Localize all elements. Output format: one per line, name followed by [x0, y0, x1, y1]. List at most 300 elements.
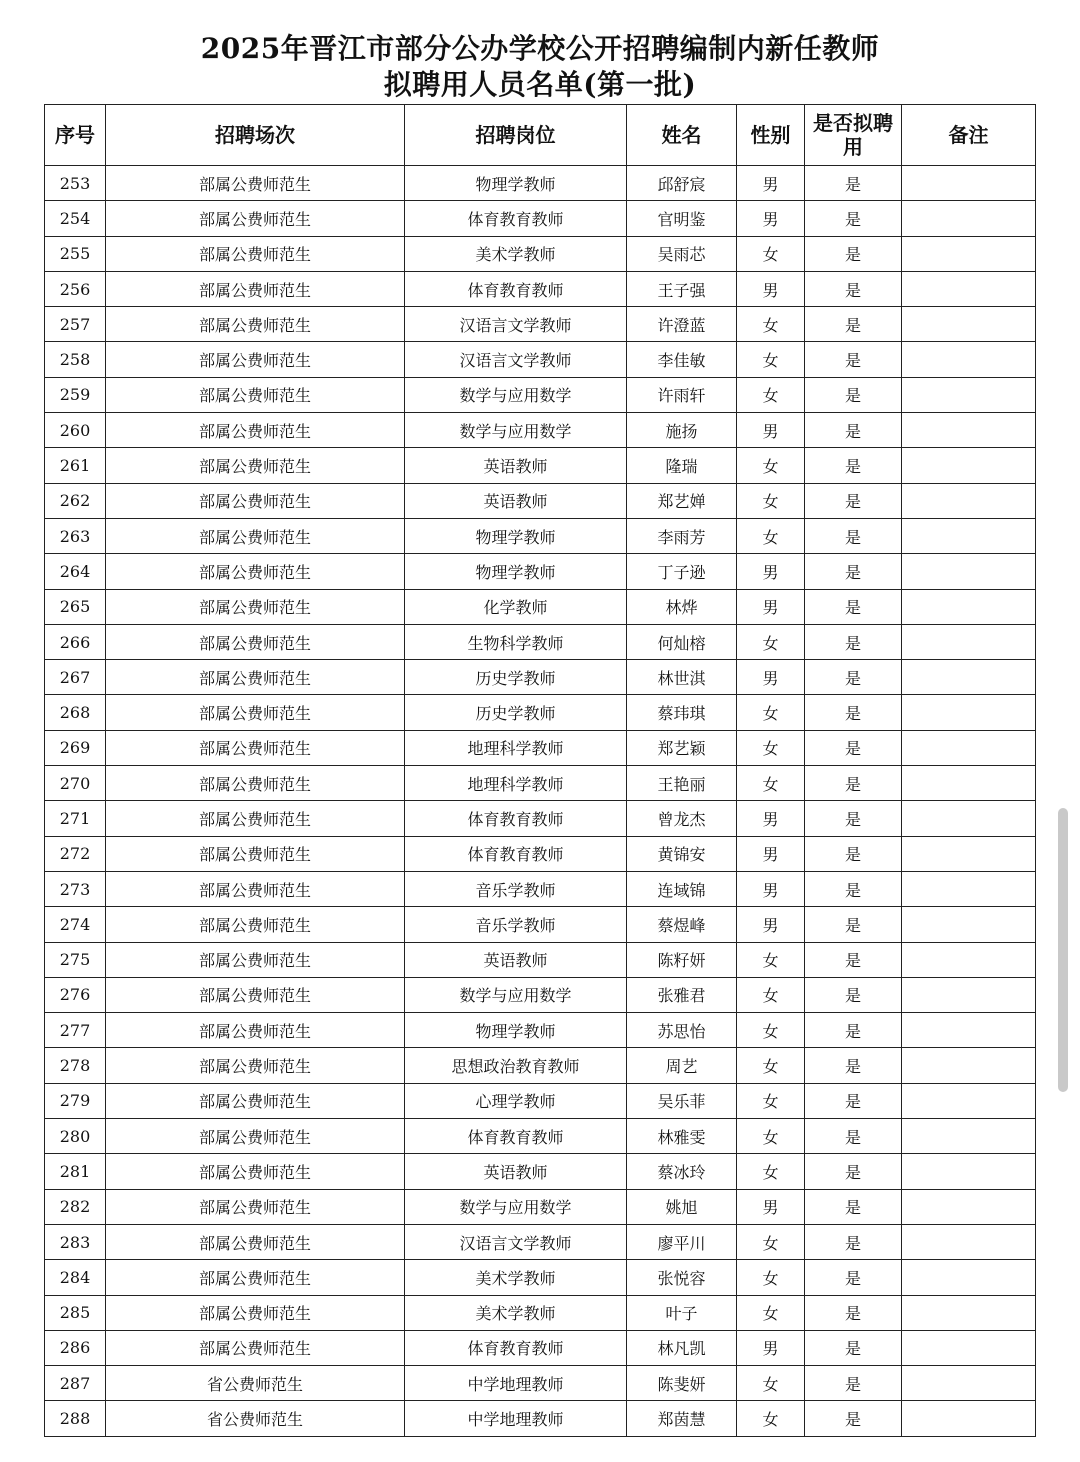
cell-session: 部属公费师范生	[106, 413, 405, 448]
table-row	[45, 377, 1036, 412]
cell-hired: 是	[805, 166, 902, 201]
cell-remarks	[902, 1154, 1036, 1189]
cell-gender: 男	[737, 554, 805, 589]
cell-gender: 女	[737, 1366, 805, 1401]
cell-position: 地理科学教师	[405, 766, 627, 801]
cell-session: 部属公费师范生	[106, 1154, 405, 1189]
cell-remarks	[902, 554, 1036, 589]
cell-index: 282	[45, 1189, 106, 1224]
cell-position: 美术学教师	[405, 1295, 627, 1330]
cell-position: 汉语言文学教师	[405, 307, 627, 342]
cell-index: 278	[45, 1048, 106, 1083]
cell-index: 286	[45, 1330, 106, 1365]
table-row	[45, 1013, 1036, 1048]
cell-session: 部属公费师范生	[106, 695, 405, 730]
cell-session: 部属公费师范生	[106, 377, 405, 412]
cell-gender: 女	[737, 1224, 805, 1259]
table-row	[45, 589, 1036, 624]
cell-hired: 是	[805, 236, 902, 271]
cell-name: 吴雨芯	[627, 236, 737, 271]
cell-session: 省公费师范生	[106, 1366, 405, 1401]
cell-index: 281	[45, 1154, 106, 1189]
cell-gender: 女	[737, 730, 805, 765]
cell-index: 260	[45, 413, 106, 448]
cell-remarks	[902, 730, 1036, 765]
cell-name: 丁子逊	[627, 554, 737, 589]
table-row	[45, 1189, 1036, 1224]
cell-position: 历史学教师	[405, 695, 627, 730]
cell-gender: 女	[737, 483, 805, 518]
table-row	[45, 166, 1036, 201]
cell-remarks	[902, 342, 1036, 377]
cell-hired: 是	[805, 201, 902, 236]
cell-hired: 是	[805, 1154, 902, 1189]
table-row	[45, 660, 1036, 695]
cell-name: 隆瑞	[627, 448, 737, 483]
cell-remarks	[902, 660, 1036, 695]
cell-hired: 是	[805, 730, 902, 765]
cell-gender: 女	[737, 518, 805, 553]
cell-gender: 女	[737, 1013, 805, 1048]
table-row	[45, 448, 1036, 483]
cell-position: 英语教师	[405, 483, 627, 518]
cell-position: 音乐学教师	[405, 871, 627, 906]
cell-remarks	[902, 942, 1036, 977]
cell-session: 部属公费师范生	[106, 1330, 405, 1365]
cell-session: 部属公费师范生	[106, 836, 405, 871]
cell-name: 邱舒宸	[627, 166, 737, 201]
cell-name: 蔡玮琪	[627, 695, 737, 730]
table-row	[45, 695, 1036, 730]
cell-position: 体育教育教师	[405, 801, 627, 836]
cell-remarks	[902, 1224, 1036, 1259]
cell-index: 279	[45, 1083, 106, 1118]
cell-name: 王艳丽	[627, 766, 737, 801]
cell-hired: 是	[805, 977, 902, 1012]
cell-session: 部属公费师范生	[106, 236, 405, 271]
table-row	[45, 236, 1036, 271]
cell-index: 274	[45, 907, 106, 942]
table-row	[45, 1260, 1036, 1295]
cell-gender: 男	[737, 1330, 805, 1365]
cell-remarks	[902, 977, 1036, 1012]
header-session: 招聘场次	[106, 105, 405, 166]
cell-remarks	[902, 624, 1036, 659]
cell-hired: 是	[805, 1224, 902, 1259]
cell-name: 官明鉴	[627, 201, 737, 236]
cell-gender: 女	[737, 1154, 805, 1189]
cell-gender: 女	[737, 1260, 805, 1295]
table-row	[45, 1119, 1036, 1154]
cell-position: 体育教育教师	[405, 271, 627, 306]
cell-position: 物理学教师	[405, 554, 627, 589]
cell-name: 廖平川	[627, 1224, 737, 1259]
cell-position: 中学地理教师	[405, 1401, 627, 1436]
cell-position: 音乐学教师	[405, 907, 627, 942]
cell-name: 蔡煜峰	[627, 907, 737, 942]
cell-gender: 女	[737, 977, 805, 1012]
cell-session: 部属公费师范生	[106, 801, 405, 836]
table-row	[45, 1048, 1036, 1083]
cell-session: 部属公费师范生	[106, 1048, 405, 1083]
cell-hired: 是	[805, 1260, 902, 1295]
cell-index: 272	[45, 836, 106, 871]
table-row	[45, 342, 1036, 377]
cell-index: 256	[45, 271, 106, 306]
cell-session: 部属公费师范生	[106, 307, 405, 342]
header-remarks: 备注	[902, 105, 1036, 166]
table-row	[45, 1154, 1036, 1189]
cell-remarks	[902, 1366, 1036, 1401]
cell-name: 王子强	[627, 271, 737, 306]
cell-index: 285	[45, 1295, 106, 1330]
cell-position: 物理学教师	[405, 518, 627, 553]
cell-session: 部属公费师范生	[106, 730, 405, 765]
cell-name: 吴乐菲	[627, 1083, 737, 1118]
table-header-row	[45, 105, 1036, 166]
cell-session: 省公费师范生	[106, 1401, 405, 1436]
table-row	[45, 907, 1036, 942]
cell-name: 林凡凯	[627, 1330, 737, 1365]
cell-gender: 女	[737, 307, 805, 342]
table-body	[45, 166, 1036, 1437]
cell-hired: 是	[805, 1083, 902, 1118]
cell-remarks	[902, 801, 1036, 836]
cell-gender: 女	[737, 942, 805, 977]
cell-name: 陈籽妍	[627, 942, 737, 977]
cell-position: 数学与应用数学	[405, 977, 627, 1012]
cell-gender: 男	[737, 1189, 805, 1224]
cell-remarks	[902, 518, 1036, 553]
cell-session: 部属公费师范生	[106, 271, 405, 306]
header-position: 招聘岗位	[405, 105, 627, 166]
cell-index: 284	[45, 1260, 106, 1295]
cell-position: 英语教师	[405, 942, 627, 977]
cell-remarks	[902, 871, 1036, 906]
cell-hired: 是	[805, 942, 902, 977]
cell-index: 259	[45, 377, 106, 412]
cell-hired: 是	[805, 589, 902, 624]
cell-gender: 女	[737, 695, 805, 730]
cell-remarks	[902, 695, 1036, 730]
cell-name: 许雨轩	[627, 377, 737, 412]
cell-gender: 男	[737, 801, 805, 836]
header-gender: 性别	[737, 105, 805, 166]
cell-index: 253	[45, 166, 106, 201]
cell-remarks	[902, 1260, 1036, 1295]
cell-session: 部属公费师范生	[106, 1083, 405, 1118]
cell-gender: 女	[737, 1048, 805, 1083]
cell-gender: 女	[737, 342, 805, 377]
cell-session: 部属公费师范生	[106, 660, 405, 695]
cell-session: 部属公费师范生	[106, 871, 405, 906]
cell-name: 张悦容	[627, 1260, 737, 1295]
cell-index: 270	[45, 766, 106, 801]
cell-index: 262	[45, 483, 106, 518]
cell-name: 姚旭	[627, 1189, 737, 1224]
cell-gender: 男	[737, 660, 805, 695]
cell-session: 部属公费师范生	[106, 166, 405, 201]
table-row	[45, 201, 1036, 236]
cell-index: 271	[45, 801, 106, 836]
cell-position: 体育教育教师	[405, 1330, 627, 1365]
cell-session: 部属公费师范生	[106, 1189, 405, 1224]
cell-name: 何灿榕	[627, 624, 737, 659]
cell-hired: 是	[805, 1330, 902, 1365]
cell-position: 美术学教师	[405, 1260, 627, 1295]
table-row	[45, 1366, 1036, 1401]
cell-position: 数学与应用数学	[405, 377, 627, 412]
cell-name: 周艺	[627, 1048, 737, 1083]
cell-position: 化学教师	[405, 589, 627, 624]
cell-hired: 是	[805, 1119, 902, 1154]
cell-gender: 女	[737, 1119, 805, 1154]
cell-hired: 是	[805, 377, 902, 412]
cell-position: 美术学教师	[405, 236, 627, 271]
cell-index: 283	[45, 1224, 106, 1259]
cell-index: 280	[45, 1119, 106, 1154]
cell-remarks	[902, 413, 1036, 448]
cell-hired: 是	[805, 448, 902, 483]
cell-position: 汉语言文学教师	[405, 342, 627, 377]
document-title-line-2: 拟聘用人员名单(第一批)	[383, 68, 697, 101]
cell-hired: 是	[805, 483, 902, 518]
cell-name: 蔡冰玲	[627, 1154, 737, 1189]
cell-session: 部属公费师范生	[106, 1119, 405, 1154]
table-row	[45, 730, 1036, 765]
header-name: 姓名	[627, 105, 737, 166]
cell-session: 部属公费师范生	[106, 448, 405, 483]
document-title-line-1: 2025年晋江市部分公办学校公开招聘编制内新任教师	[200, 32, 880, 65]
cell-index: 267	[45, 660, 106, 695]
cell-hired: 是	[805, 766, 902, 801]
table-row	[45, 871, 1036, 906]
cell-gender: 男	[737, 166, 805, 201]
cell-name: 叶子	[627, 1295, 737, 1330]
cell-index: 254	[45, 201, 106, 236]
cell-remarks	[902, 1048, 1036, 1083]
cell-position: 英语教师	[405, 448, 627, 483]
cell-index: 269	[45, 730, 106, 765]
table-row	[45, 1083, 1036, 1118]
cell-gender: 男	[737, 836, 805, 871]
cell-position: 思想政治教育教师	[405, 1048, 627, 1083]
header-index: 序号	[45, 105, 106, 166]
table-row	[45, 1401, 1036, 1436]
table-row	[45, 836, 1036, 871]
cell-remarks	[902, 1119, 1036, 1154]
cell-gender: 男	[737, 271, 805, 306]
cell-session: 部属公费师范生	[106, 483, 405, 518]
cell-gender: 女	[737, 766, 805, 801]
cell-gender: 女	[737, 1083, 805, 1118]
cell-remarks	[902, 766, 1036, 801]
cell-hired: 是	[805, 1048, 902, 1083]
cell-session: 部属公费师范生	[106, 1295, 405, 1330]
cell-index: 276	[45, 977, 106, 1012]
cell-hired: 是	[805, 836, 902, 871]
cell-gender: 女	[737, 448, 805, 483]
cell-session: 部属公费师范生	[106, 518, 405, 553]
cell-remarks	[902, 1013, 1036, 1048]
cell-position: 历史学教师	[405, 660, 627, 695]
cell-hired: 是	[805, 1401, 902, 1436]
cell-name: 郑艺颖	[627, 730, 737, 765]
table-row	[45, 271, 1036, 306]
table-row	[45, 801, 1036, 836]
cell-index: 264	[45, 554, 106, 589]
cell-name: 林雅雯	[627, 1119, 737, 1154]
cell-index: 273	[45, 871, 106, 906]
cell-position: 汉语言文学教师	[405, 1224, 627, 1259]
vertical-scrollbar[interactable]	[1058, 808, 1068, 1092]
cell-session: 部属公费师范生	[106, 589, 405, 624]
cell-position: 英语教师	[405, 1154, 627, 1189]
table-row	[45, 766, 1036, 801]
cell-gender: 女	[737, 1295, 805, 1330]
cell-gender: 女	[737, 1401, 805, 1436]
cell-position: 体育教育教师	[405, 836, 627, 871]
cell-remarks	[902, 483, 1036, 518]
cell-remarks	[902, 307, 1036, 342]
cell-session: 部属公费师范生	[106, 907, 405, 942]
cell-gender: 男	[737, 589, 805, 624]
cell-hired: 是	[805, 1189, 902, 1224]
cell-position: 数学与应用数学	[405, 1189, 627, 1224]
cell-position: 生物科学教师	[405, 624, 627, 659]
table-row	[45, 1295, 1036, 1330]
cell-gender: 女	[737, 377, 805, 412]
table-row	[45, 518, 1036, 553]
cell-name: 连域锦	[627, 871, 737, 906]
cell-position: 中学地理教师	[405, 1366, 627, 1401]
hiring-list-table	[44, 104, 1036, 1437]
table-row	[45, 977, 1036, 1012]
cell-gender: 女	[737, 236, 805, 271]
cell-remarks	[902, 1083, 1036, 1118]
cell-session: 部属公费师范生	[106, 624, 405, 659]
cell-hired: 是	[805, 413, 902, 448]
cell-position: 数学与应用数学	[405, 413, 627, 448]
cell-index: 258	[45, 342, 106, 377]
cell-remarks	[902, 236, 1036, 271]
cell-hired: 是	[805, 554, 902, 589]
cell-remarks	[902, 377, 1036, 412]
cell-gender: 男	[737, 413, 805, 448]
cell-session: 部属公费师范生	[106, 1260, 405, 1295]
cell-hired: 是	[805, 342, 902, 377]
table-row	[45, 942, 1036, 977]
cell-hired: 是	[805, 1013, 902, 1048]
cell-gender: 男	[737, 907, 805, 942]
cell-index: 268	[45, 695, 106, 730]
cell-index: 261	[45, 448, 106, 483]
cell-position: 物理学教师	[405, 1013, 627, 1048]
cell-position: 体育教育教师	[405, 1119, 627, 1154]
table-row	[45, 1224, 1036, 1259]
cell-index: 265	[45, 589, 106, 624]
cell-name: 郑艺婵	[627, 483, 737, 518]
cell-remarks	[902, 1330, 1036, 1365]
cell-name: 林世淇	[627, 660, 737, 695]
cell-gender: 男	[737, 201, 805, 236]
cell-remarks	[902, 201, 1036, 236]
cell-hired: 是	[805, 624, 902, 659]
cell-session: 部属公费师范生	[106, 942, 405, 977]
cell-session: 部属公费师范生	[106, 1013, 405, 1048]
cell-gender: 男	[737, 871, 805, 906]
cell-session: 部属公费师范生	[106, 766, 405, 801]
cell-session: 部属公费师范生	[106, 201, 405, 236]
cell-index: 287	[45, 1366, 106, 1401]
cell-hired: 是	[805, 695, 902, 730]
table-row	[45, 483, 1036, 518]
cell-session: 部属公费师范生	[106, 977, 405, 1012]
cell-hired: 是	[805, 307, 902, 342]
cell-index: 288	[45, 1401, 106, 1436]
cell-index: 275	[45, 942, 106, 977]
cell-name: 李佳敏	[627, 342, 737, 377]
table-row	[45, 1330, 1036, 1365]
cell-session: 部属公费师范生	[106, 1224, 405, 1259]
cell-remarks	[902, 271, 1036, 306]
table-row	[45, 624, 1036, 659]
cell-hired: 是	[805, 1366, 902, 1401]
cell-remarks	[902, 589, 1036, 624]
cell-position: 物理学教师	[405, 166, 627, 201]
cell-position: 心理学教师	[405, 1083, 627, 1118]
cell-name: 许澄蓝	[627, 307, 737, 342]
cell-hired: 是	[805, 801, 902, 836]
header-hired: 是否拟聘用	[805, 105, 902, 166]
cell-session: 部属公费师范生	[106, 342, 405, 377]
cell-hired: 是	[805, 271, 902, 306]
table-row	[45, 554, 1036, 589]
cell-remarks	[902, 1401, 1036, 1436]
cell-position: 体育教育教师	[405, 201, 627, 236]
cell-hired: 是	[805, 871, 902, 906]
cell-name: 施扬	[627, 413, 737, 448]
cell-name: 郑茵慧	[627, 1401, 737, 1436]
table-row	[45, 307, 1036, 342]
cell-session: 部属公费师范生	[106, 554, 405, 589]
cell-remarks	[902, 448, 1036, 483]
cell-position: 地理科学教师	[405, 730, 627, 765]
cell-name: 李雨芳	[627, 518, 737, 553]
cell-remarks	[902, 166, 1036, 201]
cell-name: 苏思怡	[627, 1013, 737, 1048]
cell-hired: 是	[805, 907, 902, 942]
cell-remarks	[902, 1189, 1036, 1224]
cell-hired: 是	[805, 1295, 902, 1330]
cell-hired: 是	[805, 518, 902, 553]
cell-index: 277	[45, 1013, 106, 1048]
cell-name: 黄锦安	[627, 836, 737, 871]
table-row	[45, 413, 1036, 448]
cell-gender: 女	[737, 624, 805, 659]
cell-hired: 是	[805, 660, 902, 695]
cell-index: 263	[45, 518, 106, 553]
cell-name: 林烨	[627, 589, 737, 624]
cell-index: 257	[45, 307, 106, 342]
cell-remarks	[902, 1295, 1036, 1330]
cell-name: 曾龙杰	[627, 801, 737, 836]
cell-index: 255	[45, 236, 106, 271]
cell-remarks	[902, 836, 1036, 871]
cell-index: 266	[45, 624, 106, 659]
cell-name: 陈斐妍	[627, 1366, 737, 1401]
cell-name: 张雅君	[627, 977, 737, 1012]
